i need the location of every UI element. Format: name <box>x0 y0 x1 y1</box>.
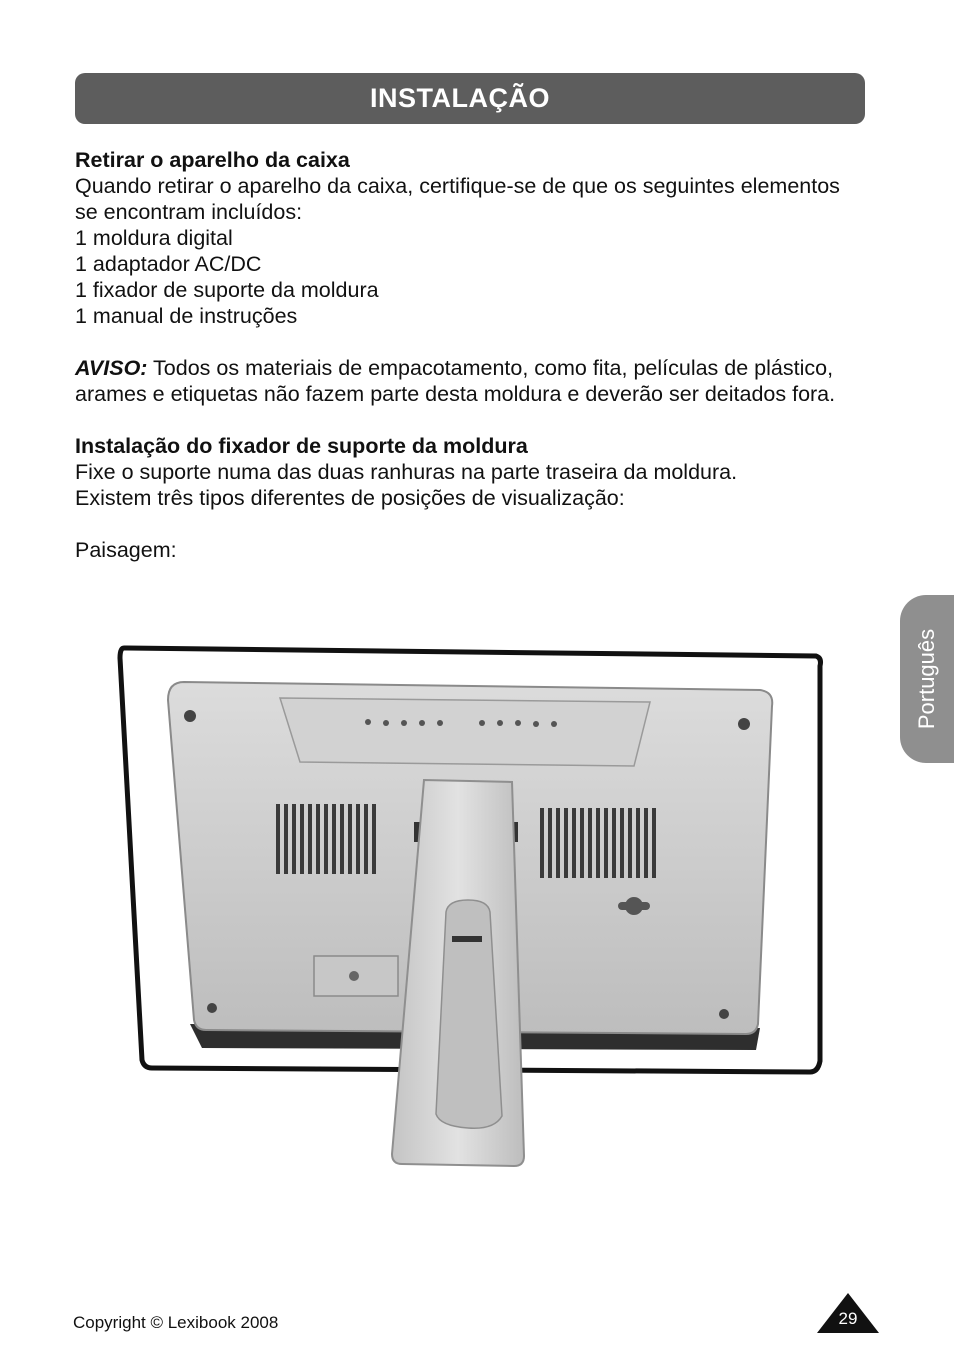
copyright-notice: Copyright © Lexibook 2008 <box>73 1313 279 1332</box>
stand-instruction-2: Existem três tipos diferentes de posições de visualização: <box>75 486 625 510</box>
page-number: 29 <box>838 1309 858 1328</box>
list-item: 1 manual de instruções <box>75 304 298 328</box>
photo-frame-back-illustration <box>110 636 830 1176</box>
page-title: INSTALAÇÃO <box>370 83 550 113</box>
list-item: 1 moldura digital <box>75 226 233 250</box>
section-header-bar <box>75 73 865 124</box>
list-item: 1 fixador de suporte da moldura <box>75 278 379 302</box>
unboxing-intro: Quando retirar o aparelho da caixa, certifique-se de que os seguintes elementos se encontram incluídos: <box>75 174 840 224</box>
list-item: 1 adaptador AC/DC <box>75 252 262 276</box>
warning-label: AVISO: <box>75 356 148 380</box>
warning-paragraph <box>75 355 865 407</box>
section-heading-stand: Instalação do fixador de suporte da moldura <box>75 434 528 458</box>
page-content <box>75 147 865 563</box>
language-tab <box>900 595 954 763</box>
section-heading-unboxing: Retirar o aparelho da caixa <box>75 148 350 172</box>
stand-instruction-1: Fixe o suporte numa das duas ranhuras na parte traseira da moldura. <box>75 460 738 484</box>
landscape-caption: Paisagem: <box>75 538 177 562</box>
language-tab-label: Português <box>914 628 940 730</box>
warning-text: Todos os materiais de empacotamento, como fita, películas de plástico, arames e etiquetas não fazem parte desta moldura e deverão ser deitados fora. <box>75 356 836 406</box>
